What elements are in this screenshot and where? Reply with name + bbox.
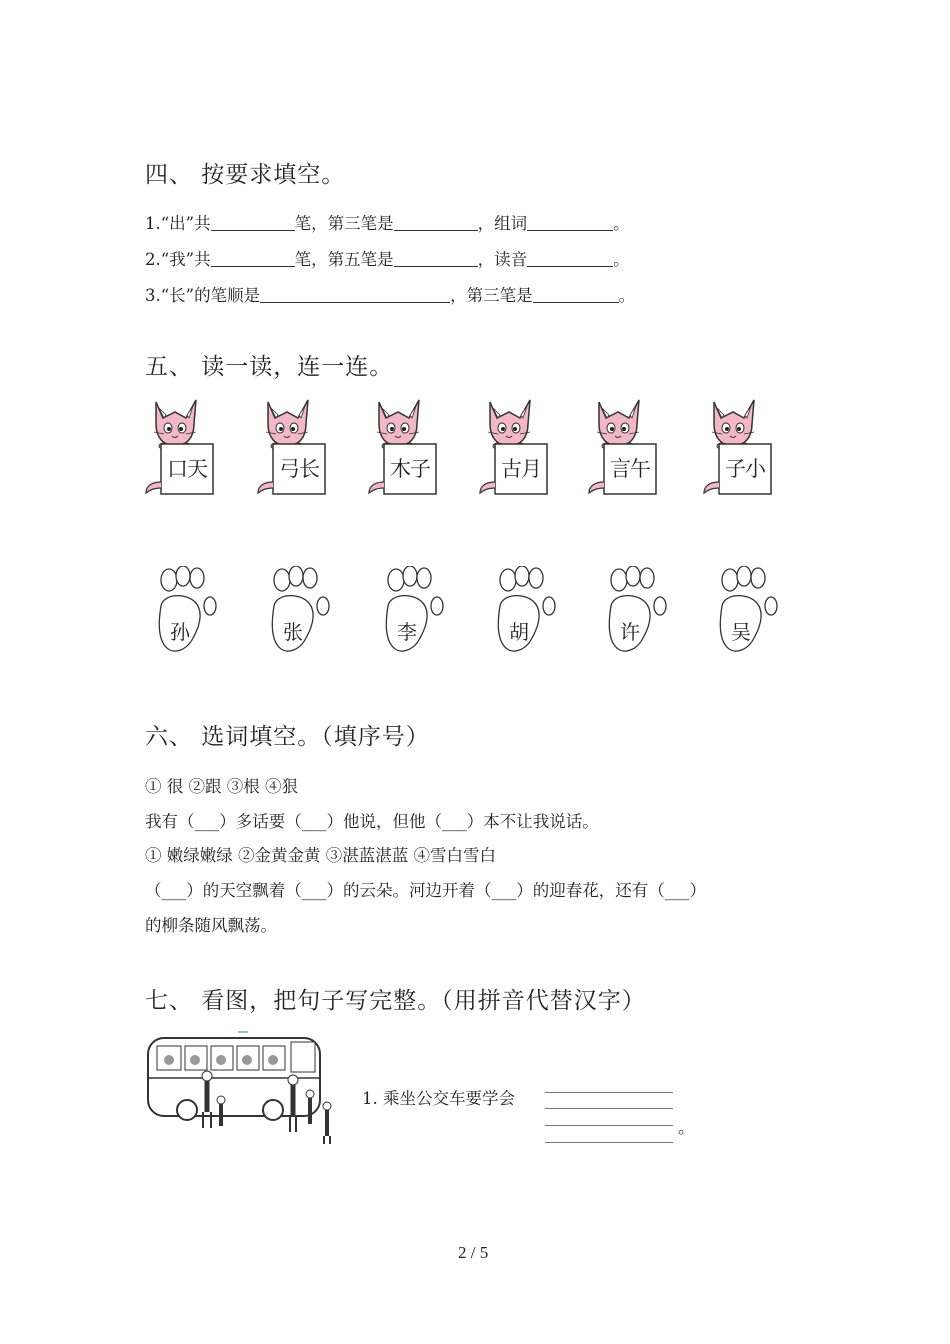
sentence-2-line-1: （___）的天空飘着（___）的云朵。河边开着（___）的迎春花，还有（___） [145,881,706,900]
sentence-1: 我有（___）多话要（___）他说，但他（___）本不让我说话。 [145,812,599,831]
page-number: 2 / 5 [458,1243,489,1262]
paw-card-text: 李 [397,620,417,644]
writing-line[interactable] [545,1092,673,1093]
section-6-title: 六、 选词填空。（填序号） [145,724,430,750]
q-text: 。 [613,214,630,233]
q-text: 。 [618,286,636,305]
q-text: ，读音 [477,250,528,269]
cat-card-text: 口天 [167,457,207,481]
paw-card-text: 胡 [509,620,529,644]
question-4-1 [145,210,630,234]
q-text: ，组词 [477,214,528,233]
q-text: 2.“我”共 [145,250,211,269]
question-4-2 [145,246,630,270]
cat-card-text: 木子 [390,457,430,481]
answer-blank[interactable] [527,250,613,268]
q-text: 笔，第三笔是 [294,214,394,233]
cat-card[interactable] [476,398,554,498]
cat-card[interactable] [585,398,663,498]
paw-card[interactable] [268,566,338,666]
cat-card[interactable] [365,398,443,498]
section-5-title: 五、 读一读，连一连。 [145,354,394,380]
paw-card-text: 张 [283,620,303,644]
paw-card[interactable] [382,566,452,666]
cat-card[interactable] [700,398,778,498]
paw-card-text: 吴 [731,620,751,644]
cat-card-text: 子小 [725,457,765,481]
writing-line[interactable] [545,1142,673,1143]
cat-card-text: 弓长 [279,457,319,481]
word-options-1: ① 很 ②跟 ③根 ④狠 [145,777,298,796]
paw-card[interactable] [155,566,225,666]
section-4-title: 四、 按要求填空。 [145,162,346,188]
q-text: 1.“出”共 [145,214,211,233]
answer-blank[interactable] [527,214,613,232]
paw-card-text: 孙 [170,620,190,644]
q-text: 3.“长”的笔顺是 [145,286,261,305]
cat-card-text: 古月 [501,457,541,481]
question-7-1: 1. 乘坐公交车要学会 [362,1089,515,1108]
answer-blank[interactable] [394,250,478,268]
sentence-2-line-2: 的柳条随风飘荡。 [145,916,277,935]
q-text: ，第三笔是 [450,286,533,305]
answer-blank[interactable] [394,214,478,232]
word-options-2: ① 嫩绿嫩绿 ②金黄金黄 ③湛蓝湛蓝 ④雪白雪白 [145,846,496,865]
bus-illustration [145,1028,340,1150]
answer-blank[interactable] [211,250,295,268]
q-text: 笔，第五笔是 [294,250,394,269]
writing-line[interactable] [545,1108,673,1109]
answer-blank[interactable] [211,214,295,232]
paw-card-text: 许 [620,620,640,644]
question-4-3 [145,282,635,306]
paw-card[interactable] [605,566,675,666]
section-7-title: 七、 看图，把句子写完整。（用拼音代替汉字） [145,988,646,1014]
paw-card[interactable] [494,566,564,666]
paw-card[interactable] [716,566,786,666]
q-text: 。 [613,250,630,269]
question-7-1-end: 。 [678,1118,695,1137]
cat-card-text: 言午 [610,457,650,481]
cat-card[interactable] [254,398,332,498]
answer-blank[interactable] [260,286,450,304]
writing-line[interactable] [545,1125,673,1126]
answer-blank[interactable] [533,286,619,304]
cat-card[interactable] [142,398,220,498]
